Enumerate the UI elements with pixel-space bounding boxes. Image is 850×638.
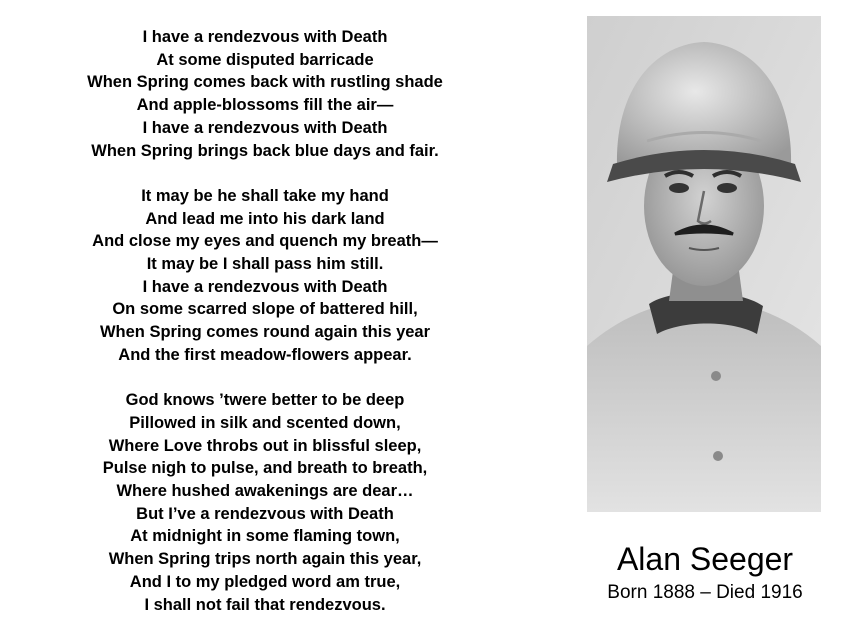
poem-line: I have a rendezvous with Death [142,277,388,296]
poem-line: And lead me into his dark land [145,209,385,228]
poem-line: And I to my pledged word am true, [129,572,401,591]
poem-line: I have a rendezvous with Death [142,28,388,46]
poem-stanza [40,185,490,367]
poem-line: Pillowed in silk and scented down, [129,413,401,432]
poem-line: When Spring comes back with rustling shade [87,73,443,92]
poem-text [40,26,490,616]
poem-line: When Spring trips north again this year, [108,550,422,569]
poem-line: And the first meadow-flowers appear. [118,345,412,364]
poem-line: I shall not fail that rendezvous. [144,595,386,614]
poem-line: When Spring comes round again this year [99,323,431,342]
portrait-photo [587,16,821,512]
poem-line: At midnight in some flaming town, [130,527,400,546]
poem-line: But I’ve a rendezvous with Death [136,504,394,523]
poem-line: I have a rendezvous with Death [142,118,388,137]
poem-line: On some scarred slope of battered hill, [112,300,418,319]
poem-line: God knows ’twere better to be deep [125,391,405,410]
poem-line: Where Love throbs out in blissful sleep, [108,436,422,455]
poem-line: Pulse nigh to pulse, and breath to breath, [102,459,428,478]
author-name: Alan Seeger [616,541,794,577]
poem-line: When Spring brings back blue days and fair. [91,141,439,160]
poem-stanza [40,389,490,616]
poem-line: And apple-blossoms fill the air— [136,96,394,115]
poem-line: Where hushed awakenings are dear… [116,482,414,501]
poem-line: And close my eyes and quench my breath— [92,232,438,251]
poem-stanza [40,26,490,162]
poem-line: It may be he shall take my hand [141,186,389,205]
author-dates: Born 1888 – Died 1916 [607,582,803,603]
poem-line: At some disputed barricade [156,50,374,69]
poem-line: It may be I shall pass him still. [146,255,384,274]
